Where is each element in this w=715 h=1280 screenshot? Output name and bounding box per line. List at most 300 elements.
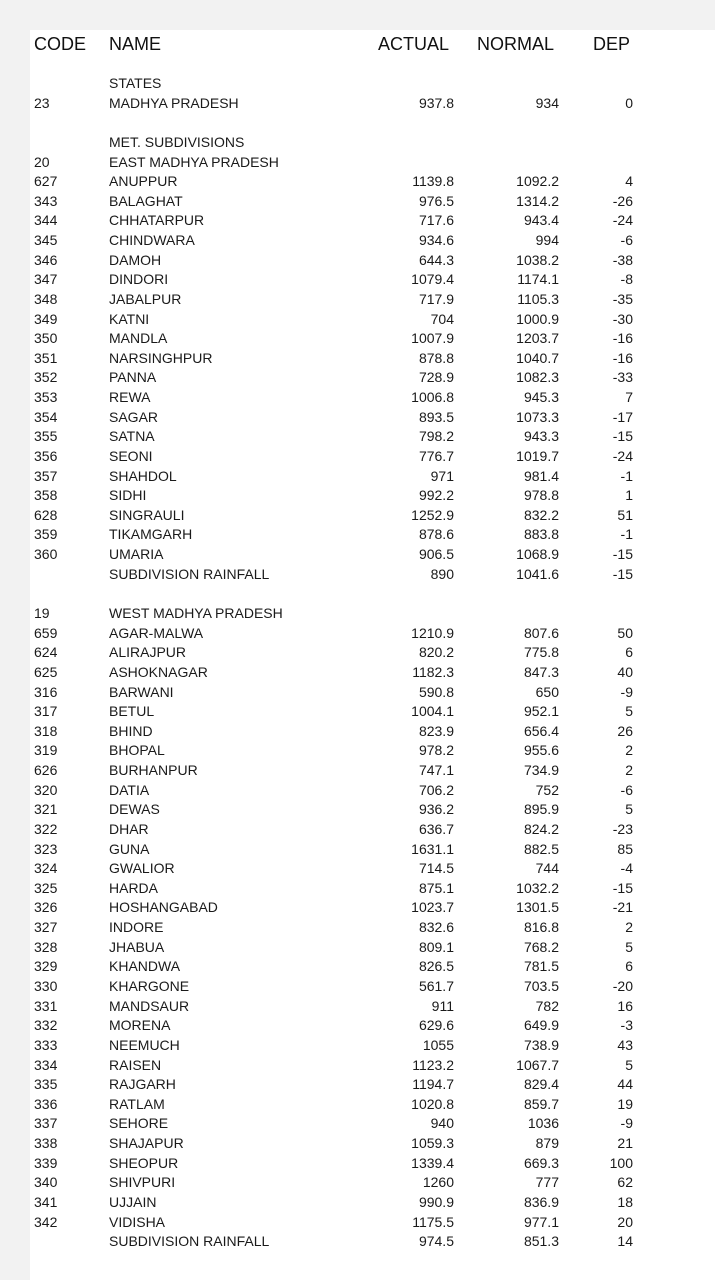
table-row <box>0 94 715 114</box>
cell-normal: 883.8 <box>523 526 559 543</box>
cell-actual: 1055 <box>422 1036 454 1053</box>
cell-actual: 1175.5 <box>412 1213 454 1230</box>
cell-actual: 937.8 <box>418 94 454 111</box>
cell-normal: 1092.2 <box>516 173 559 190</box>
cell-normal: 752 <box>535 781 559 798</box>
cell-normal: 943.3 <box>523 428 559 445</box>
cell-dep: -15 <box>612 546 633 563</box>
cell-normal: 981.4 <box>523 467 559 484</box>
cell-name: GUNA <box>109 840 150 857</box>
cell-normal: 1068.9 <box>516 546 559 563</box>
cell-actual: 911 <box>431 997 454 1014</box>
cell-normal: 669.3 <box>523 1154 559 1171</box>
cell-normal: 934 <box>535 94 559 111</box>
cell-name: SIDHI <box>109 487 147 504</box>
table-row <box>0 349 715 369</box>
cell-actual: 1139.8 <box>412 173 454 190</box>
cell-code: 320 <box>34 781 58 798</box>
cell-code: 329 <box>34 958 58 975</box>
cell-name: KATNI <box>109 310 150 327</box>
cell-actual: 823.9 <box>418 722 454 739</box>
cell-name: SHIVPURI <box>109 1174 176 1191</box>
cell-normal: 832.2 <box>523 506 559 523</box>
cell-code: 346 <box>34 251 58 268</box>
table-row <box>0 584 715 604</box>
cell-dep: 21 <box>617 1135 633 1152</box>
table-row <box>0 172 715 192</box>
cell-normal: 824.2 <box>523 820 559 837</box>
table-row <box>0 702 715 722</box>
cell-normal: 859.7 <box>523 1095 559 1112</box>
cell-name: JHABUA <box>109 938 165 955</box>
table-row <box>0 525 715 545</box>
cell-name: CHINDWARA <box>109 232 195 249</box>
cell-normal: 994 <box>535 232 559 249</box>
cell-normal: 816.8 <box>523 919 559 936</box>
table-row <box>0 388 715 408</box>
cell-name: SUBDIVISION RAINFALL <box>109 1233 270 1250</box>
cell-normal: 656.4 <box>523 722 559 739</box>
cell-code: 359 <box>34 526 58 543</box>
cell-name: TIKAMGARH <box>109 526 193 543</box>
cell-name: MANDLA <box>109 330 168 347</box>
cell-actual: 940 <box>430 1115 454 1132</box>
cell-code: 322 <box>34 820 58 837</box>
cell-name: MET. SUBDIVISIONS <box>109 133 245 150</box>
table-row <box>0 1114 715 1134</box>
cell-dep: -21 <box>612 899 633 916</box>
cell-code: 343 <box>34 192 58 209</box>
cell-name: DAMOH <box>109 251 162 268</box>
cell-dep: 40 <box>617 663 633 680</box>
table-row <box>0 133 715 153</box>
cell-code: 360 <box>34 546 58 563</box>
table-row <box>0 997 715 1017</box>
cell-name: DHAR <box>109 820 149 837</box>
cell-dep: 26 <box>617 722 633 739</box>
table-row <box>0 683 715 703</box>
cell-actual: 978.2 <box>418 742 454 759</box>
cell-name: REWA <box>109 389 151 406</box>
cell-code: 335 <box>34 1076 58 1093</box>
cell-dep: 51 <box>617 506 633 523</box>
cell-dep: 62 <box>617 1174 633 1191</box>
cell-normal: 978.8 <box>523 487 559 504</box>
cell-name: UJJAIN <box>109 1193 157 1210</box>
cell-dep: -9 <box>620 683 633 700</box>
table-row <box>0 251 715 271</box>
cell-name: BHOPAL <box>109 742 165 759</box>
cell-actual: 717.9 <box>418 290 454 307</box>
table-row <box>0 231 715 251</box>
cell-code: 627 <box>34 173 58 190</box>
cell-name: KHARGONE <box>109 977 190 994</box>
cell-code: 316 <box>34 683 58 700</box>
table-row <box>0 604 715 624</box>
cell-actual: 893.5 <box>418 408 454 425</box>
cell-normal: 807.6 <box>523 624 559 641</box>
table-row <box>0 545 715 565</box>
cell-normal: 952.1 <box>523 703 559 720</box>
cell-code: 336 <box>34 1095 58 1112</box>
table-row <box>0 506 715 526</box>
table-row <box>0 977 715 997</box>
cell-name: KHANDWA <box>109 958 181 975</box>
cell-name: UMARIA <box>109 546 164 563</box>
table-row <box>0 1056 715 1076</box>
cell-dep: 5 <box>625 703 633 720</box>
cell-actual: 1210.9 <box>411 624 454 641</box>
cell-code: 328 <box>34 938 58 955</box>
cell-actual: 1023.7 <box>411 899 454 916</box>
table-row <box>0 722 715 742</box>
cell-dep: 43 <box>617 1036 633 1053</box>
cell-normal: 943.4 <box>523 212 559 229</box>
table-row <box>0 1095 715 1115</box>
table-row <box>0 290 715 310</box>
table-row <box>0 1036 715 1056</box>
cell-actual: 798.2 <box>418 428 454 445</box>
cell-dep: -23 <box>612 820 633 837</box>
cell-code: 317 <box>34 703 58 720</box>
cell-actual: 561.7 <box>418 977 454 994</box>
table-row <box>0 467 715 487</box>
cell-name: VIDISHA <box>109 1213 166 1230</box>
cell-normal: 1000.9 <box>516 310 559 327</box>
cell-code: 321 <box>34 801 58 818</box>
table-row <box>0 800 715 820</box>
cell-actual: 934.6 <box>418 232 454 249</box>
header-dep: DEP <box>593 34 631 54</box>
cell-actual: 826.5 <box>418 958 454 975</box>
table-row <box>0 74 715 94</box>
cell-actual: 936.2 <box>418 801 454 818</box>
table-row <box>0 859 715 879</box>
cell-name: SATNA <box>109 428 155 445</box>
cell-name: RATLAM <box>109 1095 165 1112</box>
cell-dep: -1 <box>620 526 633 543</box>
table-row <box>0 1173 715 1193</box>
cell-name: WEST MADHYA PRADESH <box>109 605 283 621</box>
cell-code: 349 <box>34 310 58 327</box>
cell-name: DEWAS <box>109 801 160 818</box>
cell-normal: 649.9 <box>523 1017 559 1034</box>
cell-actual: 1339.4 <box>411 1154 454 1171</box>
cell-actual: 1260 <box>422 1174 454 1191</box>
table-row <box>0 1193 715 1213</box>
table-row <box>0 565 715 585</box>
cell-code: 325 <box>34 879 58 896</box>
cell-normal: 1067.7 <box>516 1056 559 1073</box>
table-row <box>0 1232 715 1252</box>
cell-name: SEHORE <box>109 1115 169 1132</box>
cell-code: 347 <box>34 271 58 288</box>
cell-code: 659 <box>34 624 58 641</box>
cell-name: NARSINGHPUR <box>109 349 213 366</box>
table-row <box>0 1016 715 1036</box>
header-actual: ACTUAL <box>378 34 450 54</box>
cell-name: BALAGHAT <box>109 192 183 209</box>
cell-actual: 1059.3 <box>411 1135 454 1152</box>
cell-dep: 18 <box>617 1193 633 1210</box>
cell-dep: 2 <box>625 919 633 936</box>
cell-actual: 1006.8 <box>411 389 454 406</box>
cell-name: SUBDIVISION RAINFALL <box>109 565 270 582</box>
cell-normal: 977.1 <box>523 1213 559 1230</box>
cell-code: 332 <box>34 1017 58 1034</box>
cell-code: 333 <box>34 1036 58 1053</box>
cell-normal: 1019.7 <box>516 447 559 464</box>
cell-name: DATIA <box>109 781 150 798</box>
cell-code: 352 <box>34 369 58 386</box>
cell-code: 348 <box>34 290 58 307</box>
cell-normal: 775.8 <box>523 644 559 661</box>
cell-actual: 832.6 <box>418 919 454 936</box>
cell-dep: -1 <box>620 467 633 484</box>
table-row <box>0 1213 715 1233</box>
table-row <box>0 153 715 173</box>
cell-actual: 636.7 <box>418 820 454 837</box>
cell-dep: 5 <box>625 938 633 955</box>
cell-normal: 703.5 <box>523 977 559 994</box>
table-row <box>0 310 715 330</box>
cell-name: NEEMUCH <box>109 1036 180 1053</box>
cell-dep: -17 <box>612 408 633 425</box>
cell-name: BURHANPUR <box>109 762 198 779</box>
cell-actual: 992.2 <box>418 487 454 504</box>
cell-code: 337 <box>34 1115 58 1132</box>
cell-actual: 809.1 <box>418 938 454 955</box>
cell-name: ANUPPUR <box>109 173 178 190</box>
cell-name: SHAHDOL <box>109 467 177 484</box>
cell-actual: 971 <box>430 467 454 484</box>
table-row <box>0 270 715 290</box>
cell-name: SEONI <box>109 447 153 464</box>
table-row <box>0 113 715 133</box>
cell-code: 356 <box>34 447 58 464</box>
cell-code: 19 <box>34 605 50 621</box>
cell-dep: -15 <box>612 428 633 445</box>
cell-code: 330 <box>34 977 58 994</box>
cell-name: SHEOPUR <box>109 1154 179 1171</box>
cell-code: 345 <box>34 232 58 249</box>
cell-name: BETUL <box>109 703 155 720</box>
cell-name: CHHATARPUR <box>109 212 205 229</box>
cell-actual: 1194.7 <box>412 1076 454 1093</box>
table-row <box>0 643 715 663</box>
table-row <box>0 957 715 977</box>
cell-dep: -9 <box>620 1115 633 1132</box>
cell-actual: 878.6 <box>418 526 454 543</box>
cell-name: SAGAR <box>109 408 159 425</box>
cell-dep: 6 <box>625 644 633 661</box>
cell-code: 626 <box>34 762 58 779</box>
cell-code: 628 <box>34 506 58 523</box>
cell-dep: -4 <box>620 860 633 877</box>
cell-dep: 5 <box>625 1056 633 1073</box>
cell-actual: 890 <box>430 565 454 582</box>
cell-code: 353 <box>34 389 58 406</box>
cell-normal: 1301.5 <box>516 899 559 916</box>
cell-normal: 945.3 <box>523 389 559 406</box>
cell-name: PANNA <box>109 369 157 386</box>
cell-normal: 1105.3 <box>517 290 559 307</box>
table-row <box>0 211 715 231</box>
cell-normal: 955.6 <box>523 742 559 759</box>
cell-dep: -16 <box>612 349 633 366</box>
cell-actual: 976.5 <box>418 192 454 209</box>
cell-dep: -16 <box>612 330 633 347</box>
cell-normal: 782 <box>535 997 559 1014</box>
cell-code: 625 <box>34 663 58 680</box>
cell-dep: 1 <box>625 487 633 504</box>
cell-dep: -30 <box>612 310 633 327</box>
cell-actual: 820.2 <box>418 644 454 661</box>
table-row <box>0 879 715 899</box>
cell-code: 354 <box>34 408 58 425</box>
cell-normal: 851.3 <box>523 1233 559 1250</box>
cell-actual: 747.1 <box>418 762 454 779</box>
table-row <box>0 427 715 447</box>
cell-normal: 1036 <box>527 1115 559 1132</box>
cell-name: SINGRAULI <box>109 506 185 523</box>
cell-actual: 1020.8 <box>411 1095 454 1112</box>
cell-dep: -6 <box>620 232 633 249</box>
cell-normal: 1040.7 <box>516 349 559 366</box>
cell-normal: 1314.2 <box>516 192 559 209</box>
cell-normal: 1174.1 <box>517 271 559 288</box>
cell-dep: -35 <box>612 290 633 307</box>
table-row <box>0 781 715 801</box>
cell-actual: 717.6 <box>418 212 454 229</box>
cell-name: JABALPUR <box>109 290 182 307</box>
cell-name: HARDA <box>109 879 159 896</box>
cell-code: 340 <box>34 1174 58 1191</box>
cell-name: STATES <box>109 75 162 91</box>
cell-dep: 2 <box>625 742 633 759</box>
cell-normal: 1041.6 <box>516 565 559 582</box>
table-row <box>0 663 715 683</box>
cell-name: EAST MADHYA PRADESH <box>109 153 279 170</box>
table-row <box>0 447 715 467</box>
cell-actual: 1079.4 <box>411 271 454 288</box>
cell-normal: 829.4 <box>523 1076 559 1093</box>
cell-code: 20 <box>34 153 50 170</box>
cell-code: 324 <box>34 860 58 877</box>
cell-normal: 1203.7 <box>516 330 559 347</box>
cell-code: 334 <box>34 1056 58 1073</box>
cell-dep: -8 <box>620 271 633 288</box>
cell-code: 23 <box>34 94 50 111</box>
cell-name: ALIRAJPUR <box>109 644 187 661</box>
cell-normal: 879 <box>535 1135 559 1152</box>
header-name: NAME <box>109 34 162 54</box>
table-header <box>0 32 715 56</box>
cell-normal: 781.5 <box>523 958 559 975</box>
cell-dep: 100 <box>609 1154 633 1171</box>
cell-dep: 6 <box>625 958 633 975</box>
cell-code: 339 <box>34 1154 58 1171</box>
cell-actual: 706.2 <box>418 781 454 798</box>
cell-dep: 50 <box>617 624 633 641</box>
table-row <box>0 1154 715 1174</box>
cell-actual: 1252.9 <box>411 506 454 523</box>
cell-actual: 776.7 <box>418 447 454 464</box>
cell-actual: 1004.1 <box>411 703 454 720</box>
cell-actual: 875.1 <box>418 879 454 896</box>
cell-normal: 734.9 <box>523 762 559 779</box>
cell-actual: 1007.9 <box>411 330 454 347</box>
table-row <box>0 329 715 349</box>
cell-dep: 19 <box>617 1095 633 1112</box>
cell-name: GWALIOR <box>109 860 175 877</box>
cell-code: 341 <box>34 1193 58 1210</box>
cell-dep: 85 <box>617 840 633 857</box>
cell-name: MANDSAUR <box>109 997 190 1014</box>
cell-normal: 738.9 <box>523 1036 559 1053</box>
table-row <box>0 486 715 506</box>
cell-code: 331 <box>34 997 58 1014</box>
header-normal: NORMAL <box>477 34 555 54</box>
cell-actual: 728.9 <box>418 369 454 386</box>
cell-name: RAISEN <box>109 1056 162 1073</box>
table-row <box>0 624 715 644</box>
cell-name: MADHYA PRADESH <box>109 94 239 111</box>
table-row <box>0 408 715 428</box>
cell-name: DINDORI <box>109 271 169 288</box>
cell-normal: 1032.2 <box>516 879 559 896</box>
cell-dep: 4 <box>625 173 633 190</box>
table-row <box>0 820 715 840</box>
table-row <box>0 192 715 212</box>
cell-dep: -6 <box>620 781 633 798</box>
table-row <box>0 368 715 388</box>
cell-code: 326 <box>34 899 58 916</box>
cell-normal: 836.9 <box>523 1193 559 1210</box>
cell-dep: -3 <box>620 1017 633 1034</box>
cell-normal: 1082.3 <box>516 369 559 386</box>
cell-actual: 590.8 <box>418 683 454 700</box>
cell-normal: 895.9 <box>523 801 559 818</box>
cell-code: 344 <box>34 212 58 229</box>
cell-normal: 768.2 <box>523 938 559 955</box>
cell-code: 624 <box>34 644 58 661</box>
cell-normal: 1038.2 <box>516 251 559 268</box>
cell-name: HOSHANGABAD <box>109 899 218 916</box>
cell-dep: 16 <box>617 997 633 1014</box>
table-row <box>0 840 715 860</box>
cell-dep: -38 <box>612 251 633 268</box>
table-row <box>0 1134 715 1154</box>
cell-dep: 44 <box>617 1076 633 1093</box>
cell-name: RAJGARH <box>109 1076 176 1093</box>
cell-code: 327 <box>34 919 58 936</box>
cell-name: INDORE <box>109 919 164 936</box>
cell-dep: 0 <box>625 94 633 111</box>
cell-dep: -24 <box>612 447 633 464</box>
cell-code: 323 <box>34 840 58 857</box>
cell-actual: 990.9 <box>418 1193 454 1210</box>
cell-actual: 878.8 <box>418 349 454 366</box>
cell-name: BHIND <box>109 722 153 739</box>
cell-dep: -15 <box>612 565 633 582</box>
table-row <box>0 938 715 958</box>
cell-dep: -33 <box>612 369 633 386</box>
cell-code: 318 <box>34 722 58 739</box>
cell-dep: -15 <box>612 879 633 896</box>
cell-actual: 1123.2 <box>412 1056 454 1073</box>
cell-actual: 644.3 <box>418 251 454 268</box>
